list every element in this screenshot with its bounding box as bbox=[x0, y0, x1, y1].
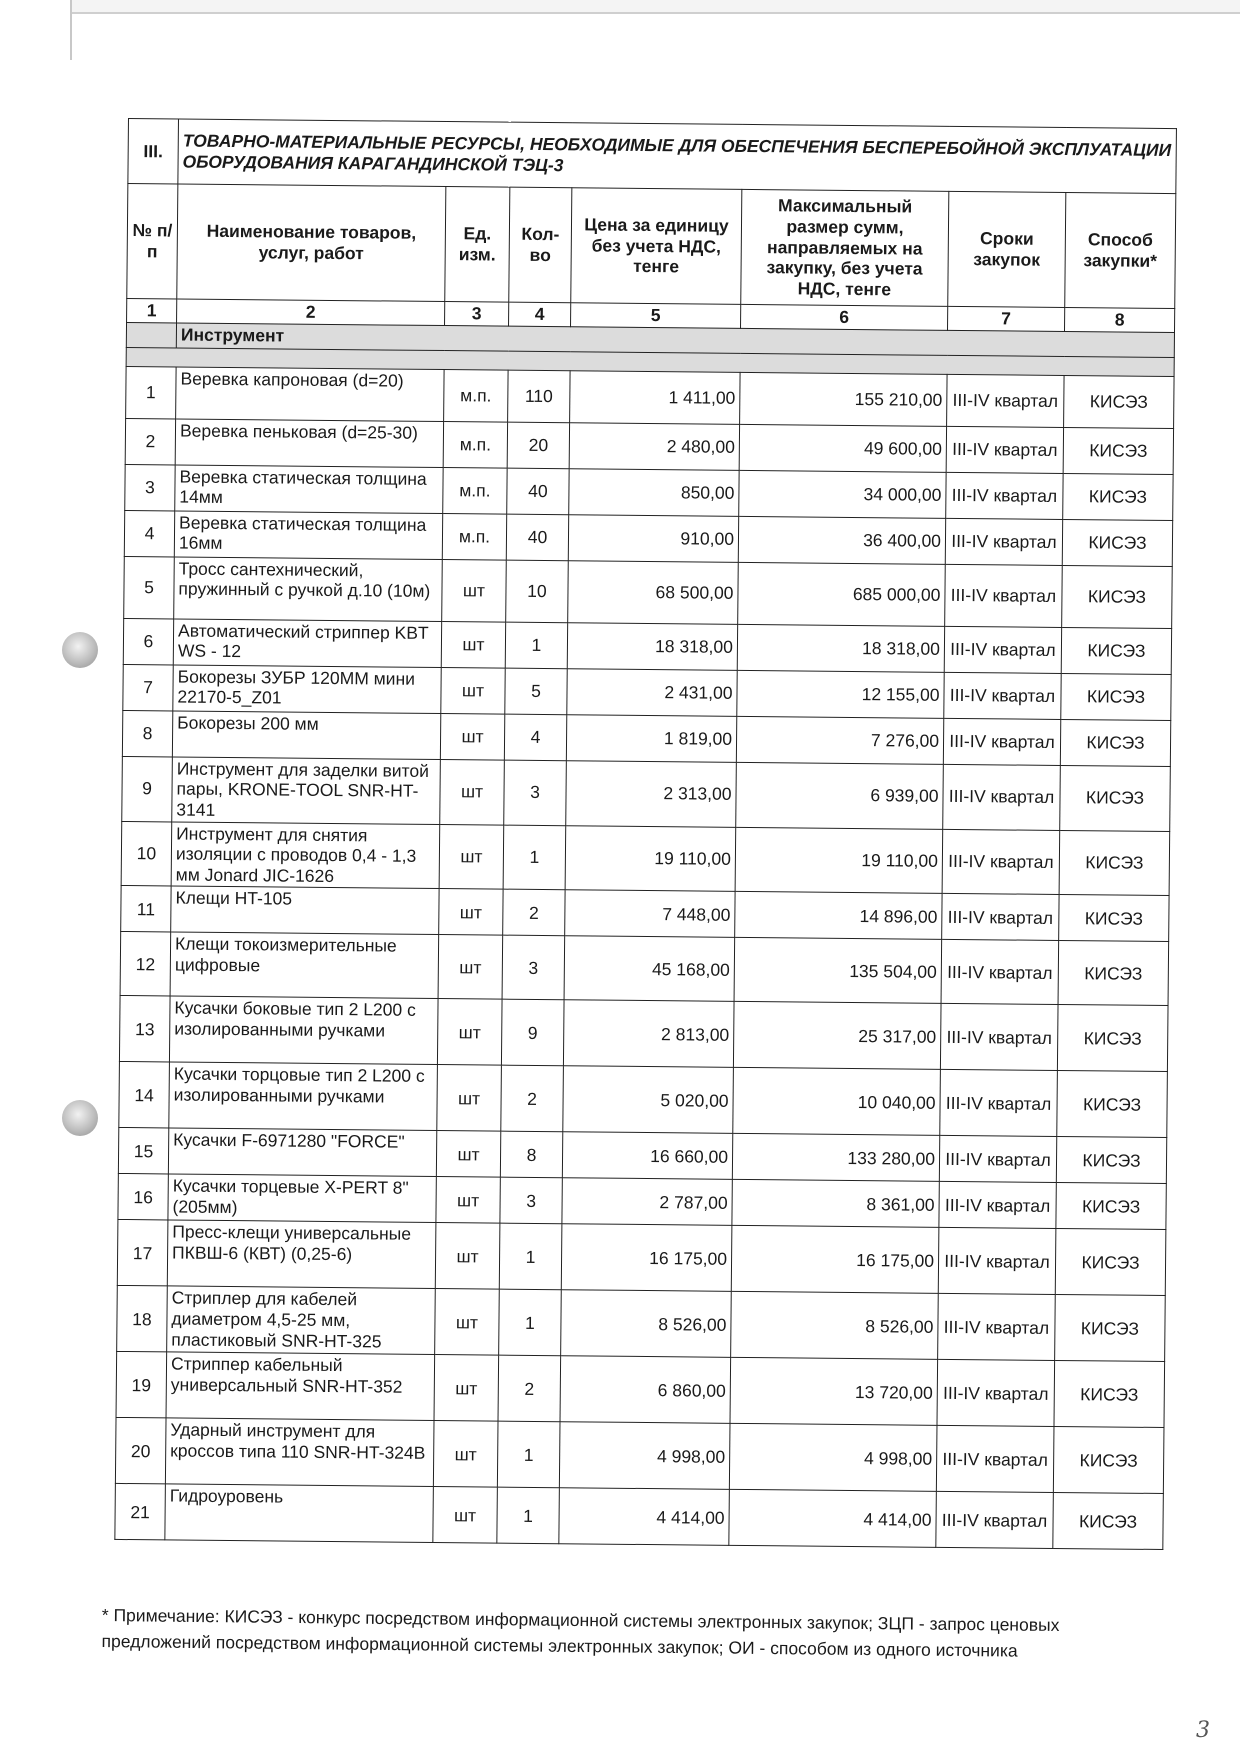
item-qty: 10 bbox=[506, 560, 569, 623]
item-name: Стриплер для кабелей диаметром 4,5-25 мм, пластиковый SNR-HT-325 bbox=[167, 1286, 436, 1355]
row-number: 6 bbox=[123, 618, 173, 664]
item-name: Стриппер кабельный универсальный SNR-HT-352 bbox=[166, 1352, 435, 1421]
punch-hole bbox=[62, 632, 98, 668]
item-qty: 2 bbox=[503, 890, 565, 937]
item-price: 1 819,00 bbox=[566, 714, 736, 762]
item-method: КИСЭЗ bbox=[1055, 1229, 1166, 1296]
item-method: КИСЭЗ bbox=[1053, 1427, 1164, 1494]
item-qty: 1 bbox=[499, 1224, 562, 1291]
item-sum: 155 210,00 bbox=[740, 372, 947, 426]
item-qty: 40 bbox=[506, 514, 568, 561]
item-price: 18 318,00 bbox=[567, 622, 737, 670]
item-name: Клещи HT-105 bbox=[171, 886, 439, 935]
group-spacer bbox=[126, 322, 176, 347]
item-term: III-IV квартал bbox=[942, 829, 1060, 895]
item-price: 19 110,00 bbox=[565, 825, 736, 892]
item-term: III-IV квартал bbox=[941, 940, 1059, 1005]
item-sum: 4 414,00 bbox=[729, 1490, 937, 1548]
item-name: Кусачки боковые тип 2 L200 с изолированными ручками bbox=[169, 996, 438, 1065]
item-sum: 19 110,00 bbox=[735, 827, 943, 894]
row-number: 5 bbox=[124, 556, 175, 618]
item-unit: шт bbox=[433, 1421, 498, 1488]
item-qty: 9 bbox=[501, 1000, 564, 1067]
scan-top-edge bbox=[70, 0, 1240, 14]
item-qty: 5 bbox=[505, 668, 567, 715]
document-sheet bbox=[114, 118, 1176, 1550]
col-header-qty: Кол-во bbox=[509, 187, 572, 303]
item-term: III-IV квартал bbox=[936, 1426, 1054, 1493]
item-name: Тросс сантехнический, пружинный с ручкой д.10 (10м) bbox=[174, 557, 443, 622]
row-number: 12 bbox=[120, 932, 171, 996]
item-name: Веревка капроновая (d=20) bbox=[176, 367, 444, 422]
item-term: III-IV квартал bbox=[937, 1360, 1055, 1427]
item-price: 2 480,00 bbox=[569, 422, 739, 470]
item-term: III-IV квартал bbox=[946, 426, 1063, 473]
item-sum: 8 361,00 bbox=[732, 1180, 939, 1228]
item-price: 2 431,00 bbox=[567, 668, 737, 716]
item-sum: 685 000,00 bbox=[738, 562, 946, 626]
col-number: 5 bbox=[571, 303, 741, 328]
item-price: 4 998,00 bbox=[559, 1422, 730, 1490]
page-number: 3 bbox=[1196, 1718, 1210, 1743]
col-header-name: Наименование товаров, услуг, работ bbox=[177, 184, 446, 302]
item-unit: шт bbox=[437, 1065, 502, 1132]
table-row bbox=[121, 821, 1170, 896]
item-price: 45 168,00 bbox=[564, 936, 735, 1002]
table-row bbox=[120, 932, 1169, 1006]
col-number: 3 bbox=[445, 302, 509, 326]
item-unit: шт bbox=[441, 621, 505, 668]
item-price: 1 411,00 bbox=[570, 370, 740, 424]
item-qty: 40 bbox=[507, 468, 569, 515]
item-name: Пресс-клещи универсальные ПКВШ-6 (КВТ) (0,25-6) bbox=[167, 1220, 436, 1289]
row-number: 17 bbox=[117, 1220, 168, 1286]
group-title: Инструмент bbox=[176, 323, 1174, 358]
item-unit: шт bbox=[439, 889, 503, 936]
item-unit: м.п. bbox=[443, 421, 507, 468]
col-header-number: № п/п bbox=[127, 184, 178, 299]
item-name: Бокорезы ЗУБР 120ММ мини 22170-5_Z01 bbox=[173, 665, 441, 714]
col-header-term: Сроки закупок bbox=[948, 191, 1066, 307]
item-term: III-IV квартал bbox=[943, 718, 1060, 765]
row-number: 10 bbox=[121, 821, 172, 886]
table-row bbox=[122, 756, 1171, 831]
item-unit: шт bbox=[433, 1487, 498, 1544]
item-qty: 3 bbox=[500, 1178, 562, 1225]
item-name: Бокорезы 200 мм bbox=[172, 711, 440, 760]
item-term: III-IV квартал bbox=[940, 1070, 1058, 1137]
item-sum: 16 175,00 bbox=[731, 1226, 939, 1294]
item-price: 68 500,00 bbox=[568, 560, 739, 624]
item-qty: 1 bbox=[505, 622, 567, 669]
row-number: 3 bbox=[125, 464, 175, 510]
row-number: 1 bbox=[126, 366, 176, 418]
col-number: 8 bbox=[1064, 308, 1174, 333]
item-unit: шт bbox=[439, 824, 504, 890]
item-term: III-IV квартал bbox=[944, 626, 1061, 673]
row-number: 4 bbox=[124, 510, 174, 556]
column-header-row bbox=[127, 184, 1176, 309]
item-qty: 3 bbox=[502, 936, 565, 1001]
item-price: 2 813,00 bbox=[563, 1000, 734, 1068]
procurement-table bbox=[114, 118, 1177, 1550]
item-qty: 4 bbox=[504, 714, 566, 761]
item-method: КИСЭЗ bbox=[1062, 519, 1172, 566]
item-sum: 10 040,00 bbox=[733, 1068, 941, 1136]
section-title: ТОВАРНО-МАТЕРИАЛЬНЫЕ РЕСУРСЫ, НЕОБХОДИМЫЕ ДЛЯ ОБЕСПЕЧЕНИЯ БЕСПЕРЕБОЙНОЙ ЭКСПЛУАТАЦИИ ОБОРУДОВАНИЯ КАРАГАНДИНСКОЙ ТЭЦ-3 bbox=[178, 119, 1177, 194]
row-number: 8 bbox=[122, 710, 172, 756]
item-unit: шт bbox=[442, 559, 507, 622]
item-method: КИСЭЗ bbox=[1058, 941, 1169, 1006]
item-qty: 1 bbox=[497, 1422, 560, 1489]
item-unit: шт bbox=[436, 1177, 500, 1224]
item-sum: 49 600,00 bbox=[739, 424, 946, 472]
item-price: 6 860,00 bbox=[560, 1356, 731, 1424]
item-price: 2 313,00 bbox=[566, 760, 737, 827]
item-price: 7 448,00 bbox=[565, 890, 735, 938]
item-method: КИСЭЗ bbox=[1061, 673, 1171, 720]
item-method: КИСЭЗ bbox=[1063, 427, 1173, 474]
item-price: 8 526,00 bbox=[561, 1290, 732, 1358]
scan-left-edge bbox=[70, 0, 72, 60]
item-term: III-IV квартал bbox=[938, 1228, 1056, 1295]
table-row bbox=[116, 1352, 1165, 1428]
item-method: КИСЭЗ bbox=[1055, 1295, 1166, 1362]
item-term: III-IV квартал bbox=[945, 518, 1062, 565]
item-qty: 8 bbox=[500, 1132, 562, 1179]
row-number: 19 bbox=[116, 1352, 167, 1418]
item-method: КИСЭЗ bbox=[1063, 473, 1173, 520]
item-qty: 20 bbox=[507, 422, 569, 469]
col-header-price: Цена за единицу без учета НДС, тенге bbox=[571, 188, 742, 305]
item-name: Кусачки торцовые тип 2 L200 с изолированными ручками bbox=[169, 1062, 438, 1131]
row-number: 21 bbox=[115, 1484, 166, 1540]
item-method: КИСЭЗ bbox=[1062, 565, 1173, 628]
table-row bbox=[117, 1220, 1166, 1296]
item-method: КИСЭЗ bbox=[1057, 1005, 1168, 1072]
item-method: КИСЭЗ bbox=[1064, 375, 1175, 428]
item-qty: 2 bbox=[498, 1356, 561, 1423]
row-number: 15 bbox=[118, 1128, 168, 1174]
row-number: 14 bbox=[119, 1062, 170, 1128]
item-qty: 1 bbox=[503, 825, 566, 891]
item-name: Инструмент для снятия изоляции с проводов 0,4 - 1,3 мм Jonard JIC-1626 bbox=[171, 822, 440, 889]
item-term: III-IV квартал bbox=[939, 1136, 1056, 1183]
item-sum: 4 998,00 bbox=[729, 1424, 937, 1492]
item-name: Веревка статическая толщина 16мм bbox=[174, 511, 442, 560]
item-unit: м.п. bbox=[442, 513, 506, 560]
table-row bbox=[119, 1062, 1168, 1138]
col-header-sum: Максимальный размер сумм, направляемых на закупку, без учета НДС, тенге bbox=[741, 189, 949, 306]
item-name: Инструмент для заделки витой пары, KRONE-TOOL SNR-HT-3141 bbox=[172, 757, 441, 824]
item-name: Ударный инструмент для кроссов типа 110 SNR-HT-324B bbox=[165, 1418, 434, 1487]
table-row bbox=[115, 1418, 1164, 1494]
item-term: III-IV квартал bbox=[943, 764, 1061, 830]
item-unit: шт bbox=[440, 713, 504, 760]
item-sum: 135 504,00 bbox=[734, 938, 942, 1004]
col-header-unit: Ед. изм. bbox=[445, 187, 510, 303]
item-method: КИСЭЗ bbox=[1060, 719, 1170, 766]
item-qty: 1 bbox=[497, 1488, 560, 1545]
item-unit: шт bbox=[436, 1131, 500, 1178]
item-price: 910,00 bbox=[568, 514, 738, 562]
item-method: КИСЭЗ bbox=[1059, 830, 1170, 896]
section-number: III. bbox=[128, 119, 179, 184]
item-term: III-IV квартал bbox=[944, 672, 1061, 719]
item-price: 850,00 bbox=[569, 468, 739, 516]
item-unit: шт bbox=[435, 1223, 500, 1290]
item-price: 16 175,00 bbox=[561, 1224, 732, 1292]
item-sum: 12 155,00 bbox=[737, 670, 944, 718]
col-number: 4 bbox=[509, 302, 571, 326]
item-method: КИСЭЗ bbox=[1059, 895, 1169, 942]
punch-hole bbox=[62, 1100, 98, 1136]
col-number: 7 bbox=[948, 306, 1065, 331]
item-term: III-IV квартал bbox=[936, 1492, 1054, 1549]
item-unit: шт bbox=[438, 935, 503, 1000]
row-number: 2 bbox=[125, 418, 175, 464]
item-method: КИСЭЗ bbox=[1053, 1493, 1164, 1550]
item-name: Автоматический стриппер KBT WS - 12 bbox=[173, 619, 441, 668]
item-sum: 18 318,00 bbox=[737, 624, 944, 672]
item-method: КИСЭЗ bbox=[1057, 1071, 1168, 1138]
item-term: III-IV квартал bbox=[938, 1294, 1056, 1361]
row-number: 16 bbox=[118, 1174, 168, 1220]
row-number: 18 bbox=[117, 1286, 168, 1352]
item-name: Гидроуровень bbox=[165, 1484, 434, 1543]
item-name: Веревка пеньковая (d=25-30) bbox=[175, 419, 443, 468]
item-sum: 36 400,00 bbox=[738, 516, 945, 564]
item-qty: 1 bbox=[499, 1290, 562, 1357]
item-qty: 3 bbox=[504, 760, 567, 826]
row-number: 7 bbox=[123, 664, 173, 710]
item-price: 2 787,00 bbox=[562, 1178, 732, 1226]
item-sum: 7 276,00 bbox=[736, 716, 943, 764]
item-qty: 2 bbox=[501, 1066, 564, 1133]
item-unit: шт bbox=[435, 1289, 500, 1356]
item-sum: 133 280,00 bbox=[732, 1134, 939, 1182]
item-unit: м.п. bbox=[444, 369, 508, 422]
item-qty: 110 bbox=[508, 370, 570, 423]
col-number: 2 bbox=[177, 299, 445, 325]
item-sum: 6 939,00 bbox=[736, 762, 944, 829]
table-row bbox=[117, 1286, 1166, 1362]
col-header-method: Способ закупки* bbox=[1065, 193, 1176, 309]
item-sum: 8 526,00 bbox=[731, 1292, 939, 1360]
item-method: КИСЭЗ bbox=[1056, 1137, 1166, 1184]
item-term: III-IV квартал bbox=[945, 564, 1063, 627]
row-number: 9 bbox=[122, 756, 173, 821]
row-number: 20 bbox=[115, 1418, 166, 1484]
item-method: КИСЭЗ bbox=[1056, 1183, 1166, 1230]
item-price: 16 660,00 bbox=[562, 1132, 732, 1180]
item-unit: м.п. bbox=[443, 467, 507, 514]
item-term: III-IV квартал bbox=[939, 1182, 1056, 1229]
item-price: 5 020,00 bbox=[563, 1066, 734, 1134]
col-number: 6 bbox=[741, 304, 948, 330]
table-row bbox=[124, 556, 1173, 628]
item-unit: шт bbox=[437, 999, 502, 1066]
item-term: III-IV квартал bbox=[942, 894, 1059, 941]
item-method: КИСЭЗ bbox=[1061, 627, 1171, 674]
item-unit: шт bbox=[441, 667, 505, 714]
item-name: Клещи токоизмерительные цифровые bbox=[170, 932, 439, 999]
table-row bbox=[119, 996, 1168, 1072]
table-row bbox=[115, 1484, 1164, 1550]
item-sum: 34 000,00 bbox=[739, 470, 946, 518]
row-number: 11 bbox=[121, 886, 171, 932]
item-sum: 13 720,00 bbox=[730, 1358, 938, 1426]
item-method: КИСЭЗ bbox=[1060, 765, 1171, 831]
item-sum: 25 317,00 bbox=[733, 1002, 941, 1070]
footnote: * Примечание: КИСЭЗ - конкурс посредством информационной системы электронных закупок; ЗЦП - запрос ценовых предложений посредством информационной системы электронных закупок; ОИ - способом из одного источника bbox=[101, 1604, 1060, 1661]
section-header-row bbox=[128, 119, 1177, 194]
item-unit: шт bbox=[440, 759, 505, 825]
item-term: III-IV квартал bbox=[946, 472, 1063, 519]
item-price: 4 414,00 bbox=[559, 1488, 730, 1546]
item-method: КИСЭЗ bbox=[1054, 1361, 1165, 1428]
item-sum: 14 896,00 bbox=[735, 892, 942, 940]
item-name: Веревка статическая толщина 14мм bbox=[175, 465, 443, 514]
item-term: III-IV квартал bbox=[947, 374, 1064, 427]
col-number: 1 bbox=[127, 298, 177, 322]
item-unit: шт bbox=[434, 1355, 499, 1422]
item-term: III-IV квартал bbox=[940, 1004, 1058, 1071]
row-number: 13 bbox=[119, 996, 170, 1062]
item-name: Кусачки F-6971280 "FORCE" bbox=[168, 1128, 436, 1177]
item-name: Кусачки торцевые X-PERT 8" (205мм) bbox=[168, 1174, 436, 1223]
